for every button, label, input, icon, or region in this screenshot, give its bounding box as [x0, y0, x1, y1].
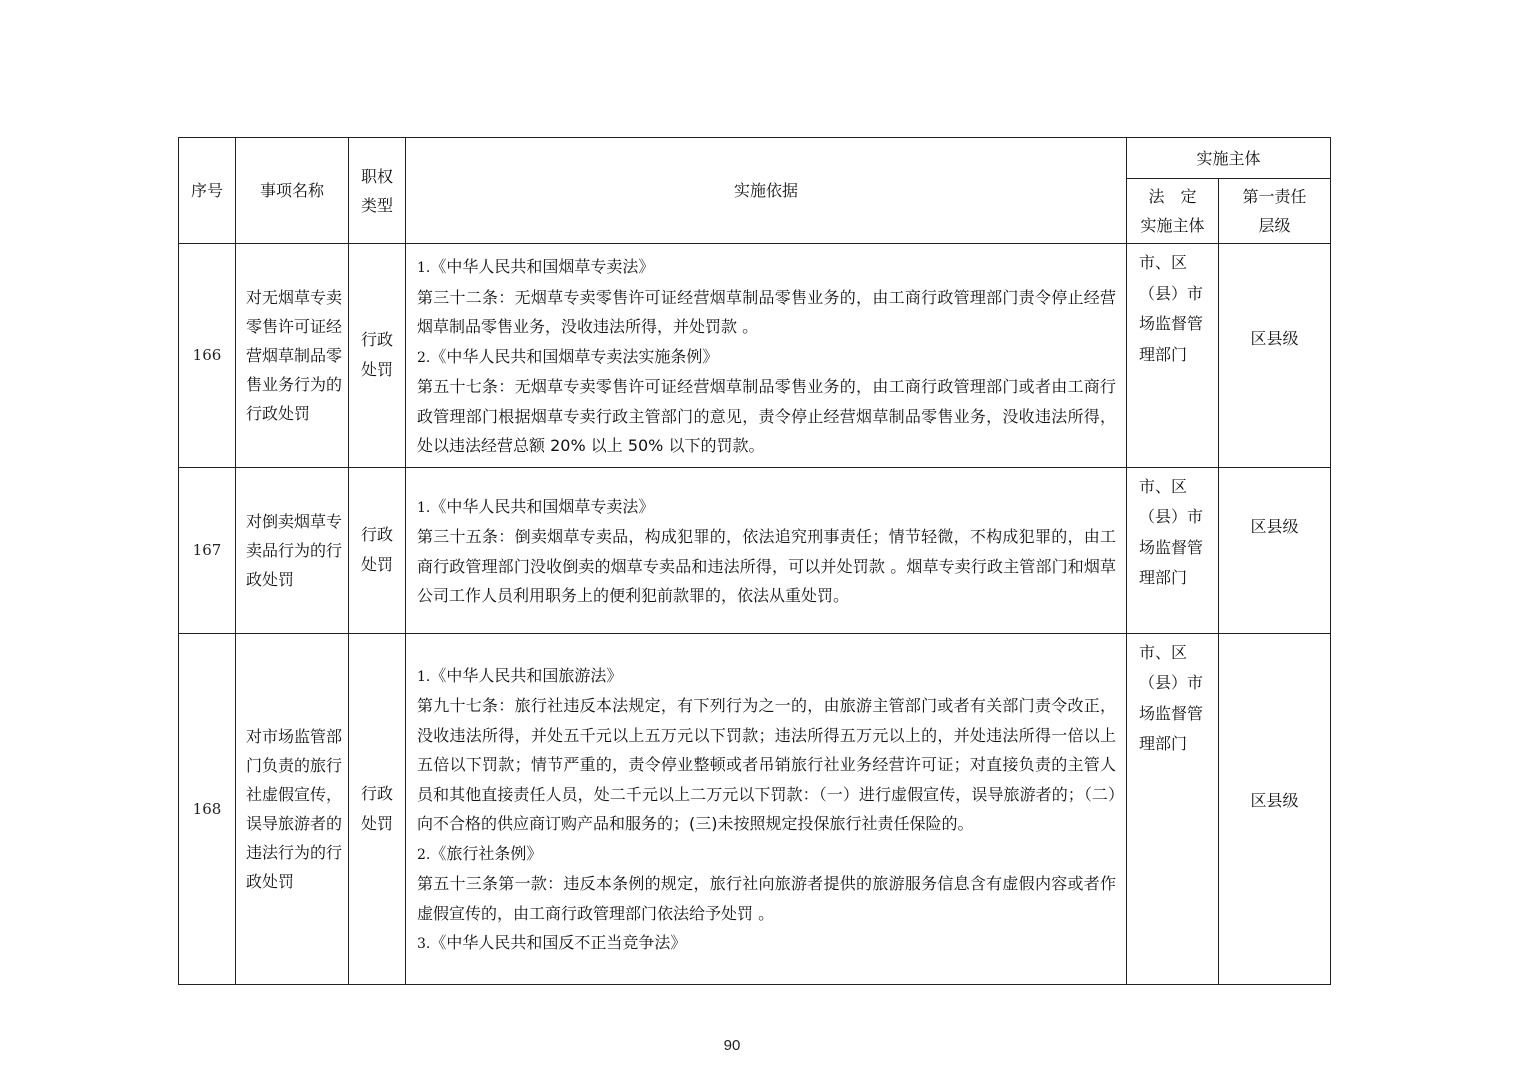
row-power-type: 行政处罚 — [349, 467, 406, 633]
header-basis: 实施依据 — [406, 138, 1127, 244]
row-first-level: 区县级 — [1219, 467, 1331, 633]
basis-ref-number: 3. — [417, 936, 431, 952]
basis-article-text — [417, 522, 1116, 611]
basis-ref-number: 1. — [417, 260, 431, 276]
basis-text: 第三十二条：无烟草专卖零售许可证经营烟草制品零售业务的，由工商行政管理部门责令停止经营烟草制品零售业务，没收违法所得，并处罚款 。 — [417, 287, 1116, 336]
row-legal-subject: 市、区（县）市场监督管理部门 — [1127, 633, 1219, 984]
basis-law-title — [417, 492, 1116, 523]
basis-ref-number: 2. — [417, 846, 431, 863]
basis-article-text — [417, 869, 1116, 928]
basis-text: 《旅行社条例》 — [430, 843, 543, 863]
basis-text: 第五十七条：无烟草专卖零售许可证经营烟草制品零售业务的，由工商行政管理部门或者由工商行政管理部门根据烟草专卖行政主管部门的意见，责令停止经营烟草制品零售业务，没收违法所得，处以违法经营总额 20% 以上 50% 以下的罚款。 — [417, 377, 1116, 455]
basis-ref-number: 1. — [417, 668, 431, 685]
header-subject: 实施主体 — [1127, 138, 1331, 179]
basis-law-title — [417, 928, 1116, 959]
basis-law-title — [417, 661, 1116, 692]
row-seq: 166 — [179, 244, 236, 468]
basis-text: 第三十五条：倒卖烟草专卖品，构成犯罪的，依法追究刑事责任；情节轻微，不构成犯罪的，由工商行政管理部门没收倒卖的烟草专卖品和违法所得，可以并处罚款 。烟草专卖行政主管部门和烟草公司工作人员利用职务上的便利犯前款罪的，依法从重处罚。 — [417, 527, 1116, 605]
header-legal-subject: 法 定 实施主体 — [1127, 179, 1219, 244]
row-legal-subject: 市、区（县）市场监督管理部门 — [1127, 244, 1219, 468]
power-list-table — [178, 137, 1331, 985]
basis-text: 《中华人民共和国旅游法》 — [430, 665, 623, 685]
basis-ref-number: 1. — [417, 499, 431, 516]
basis-text: 《中华人民共和国烟草专卖法》 — [430, 257, 655, 276]
basis-law-title — [417, 252, 1116, 283]
row-item-name: 对市场监管部门负责的旅行社虚假宣传，误导旅游者的违法行为的行政处罚 — [236, 633, 349, 984]
header-first-level: 第一责任层级 — [1219, 179, 1331, 244]
row-power-type: 行政处罚 — [349, 633, 406, 984]
row-first-level: 区县级 — [1219, 244, 1331, 468]
table-row — [179, 244, 1331, 468]
row-seq: 168 — [179, 633, 236, 984]
basis-text: 《中华人民共和国烟草专卖法实施条例》 — [430, 346, 719, 366]
row-basis — [406, 244, 1127, 468]
header-power-type: 职权类型 — [349, 138, 406, 244]
page-number: 90 — [723, 1037, 741, 1054]
basis-text: 第五十三条第一款：违反本条例的规定，旅行社向旅游者提供的旅游服务信息含有虚假内容或者作虚假宣传的，由工商行政管理部门依法给予处罚 。 — [417, 874, 1116, 923]
basis-law-title — [417, 342, 1116, 373]
row-legal-subject: 市、区（县）市场监督管理部门 — [1127, 467, 1219, 633]
table-row — [179, 633, 1331, 984]
row-basis — [406, 633, 1127, 984]
row-power-type: 行政处罚 — [349, 244, 406, 468]
header-item-name: 事项名称 — [236, 138, 349, 244]
basis-ref-number: 2. — [417, 349, 431, 366]
row-basis — [406, 467, 1127, 633]
table-row — [179, 467, 1331, 633]
basis-text: 《中华人民共和国反不正当竞争法》 — [430, 933, 687, 952]
basis-law-title — [417, 839, 1116, 870]
basis-article-text — [417, 691, 1116, 839]
row-item-name: 对无烟草专卖零售许可证经营烟草制品零售业务行为的行政处罚 — [236, 244, 349, 468]
basis-article-text — [417, 372, 1116, 461]
row-first-level: 区县级 — [1219, 633, 1331, 984]
row-seq: 167 — [179, 467, 236, 633]
basis-text: 《中华人民共和国烟草专卖法》 — [430, 496, 655, 516]
basis-text: 第九十七条：旅行社违反本法规定，有下列行为之一的，由旅游主管部门或者有关部门责令改正，没收违法所得，并处五千元以上五万元以下罚款；违法所得五万元以上的，并处违法所得一倍以上五倍以下罚款；情节严重的，责令停业整顿或者吊销旅行社业务经营许可证；对直接负责的主管人员和其他直接责任人员，处二千元以上二万元以下罚款：（一）进行虚假宣传，误导旅游者的；（二）向不合格的供应商订购产品和服务的；(三)未按照规定投保旅行社责任保险的。 — [417, 696, 1116, 833]
basis-article-text — [417, 283, 1116, 342]
header-seq: 序号 — [179, 138, 236, 244]
row-item-name: 对倒卖烟草专卖品行为的行政处罚 — [236, 467, 349, 633]
